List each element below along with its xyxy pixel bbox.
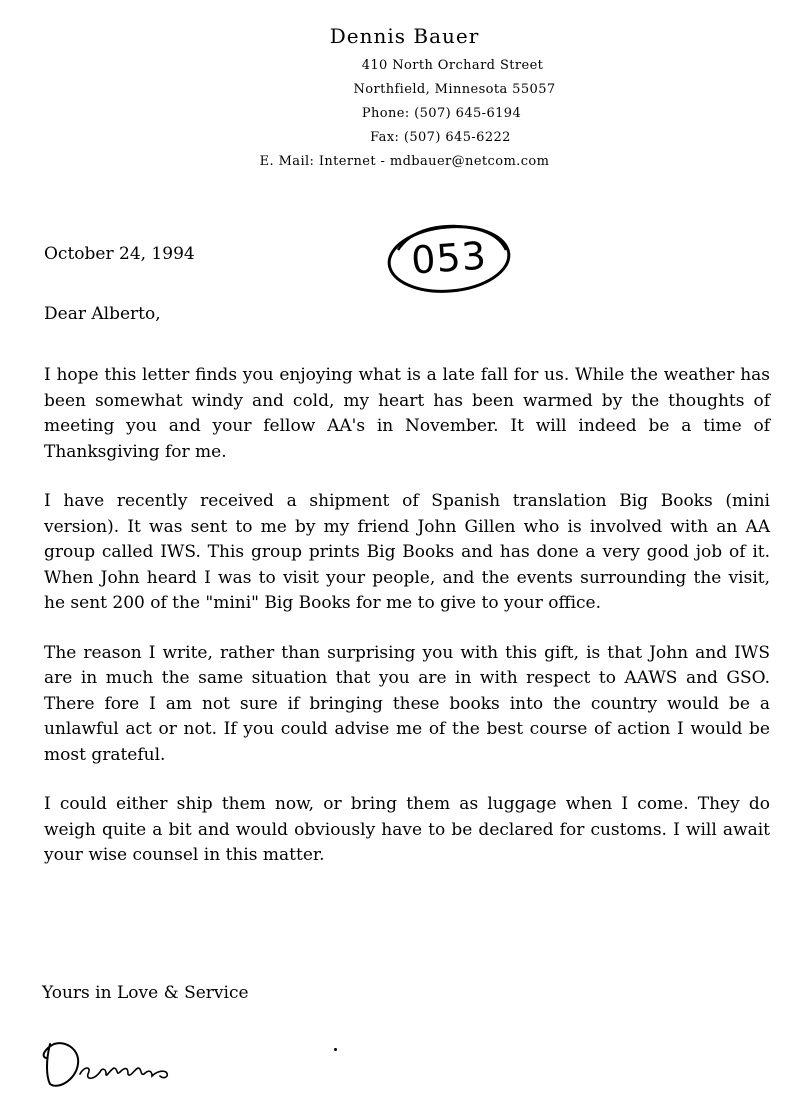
letter-body (44, 363, 770, 893)
paragraph-2: I have recently received a shipment of Spanish translation Big Books (mini version). It was sent to me by my friend John Gillen who is involved with an AA group called IWS. This group prints Big Books and has done a very good job of it. When John heard I was to visit your people, and the events surrounding the visit, he sent 200 of the "mini" Big Books for me to give to your office. (44, 491, 770, 613)
sender-phone: Phone: (507) 645-6194 (361, 106, 522, 121)
paragraph-1: I hope this letter finds you enjoying what is a late fall for us. While the weather has been somewhat windy and cold, my heart has been warmed by the thoughts of meeting you and your fellow AA's in November. It will indeed be a time of Thanksgiving for me. (44, 365, 770, 462)
paragraph-4: I could either ship them now, or bring them as luggage when I come. They do weigh quite a bit and would obviously have to be declared for customs. I will await your wise counsel in this matter. (44, 794, 770, 865)
stray-mark (334, 1048, 337, 1051)
letterhead (0, 24, 809, 174)
sender-fax: Fax: (507) 645-6222 (370, 130, 511, 145)
stamp-number: 053 (409, 233, 489, 283)
document-number-stamp (384, 220, 514, 296)
sender-street: 410 North Orchard Street (361, 58, 544, 73)
signature-icon (36, 1030, 186, 1092)
closing: Yours in Love & Service (42, 983, 249, 1003)
salutation: Dear Alberto, (44, 304, 161, 324)
handwritten-signature (36, 1030, 186, 1092)
sender-email: E. Mail: Internet - mdbauer@netcom.com (259, 154, 550, 169)
paragraph-3: The reason I write, rather than surprising you with this gift, is that John and IWS are in much the same situation that you are in with respect to AAWS and GSO. There fore I am not sure if bringing these books into the country would be a unlawful act or not. If you could advise me of the best course of action I would be most grateful. (44, 642, 770, 765)
sender-name: Dennis Bauer (329, 24, 480, 48)
sender-city: Northfield, Minnesota 55057 (353, 82, 556, 97)
letter-date: October 24, 1994 (44, 244, 195, 264)
